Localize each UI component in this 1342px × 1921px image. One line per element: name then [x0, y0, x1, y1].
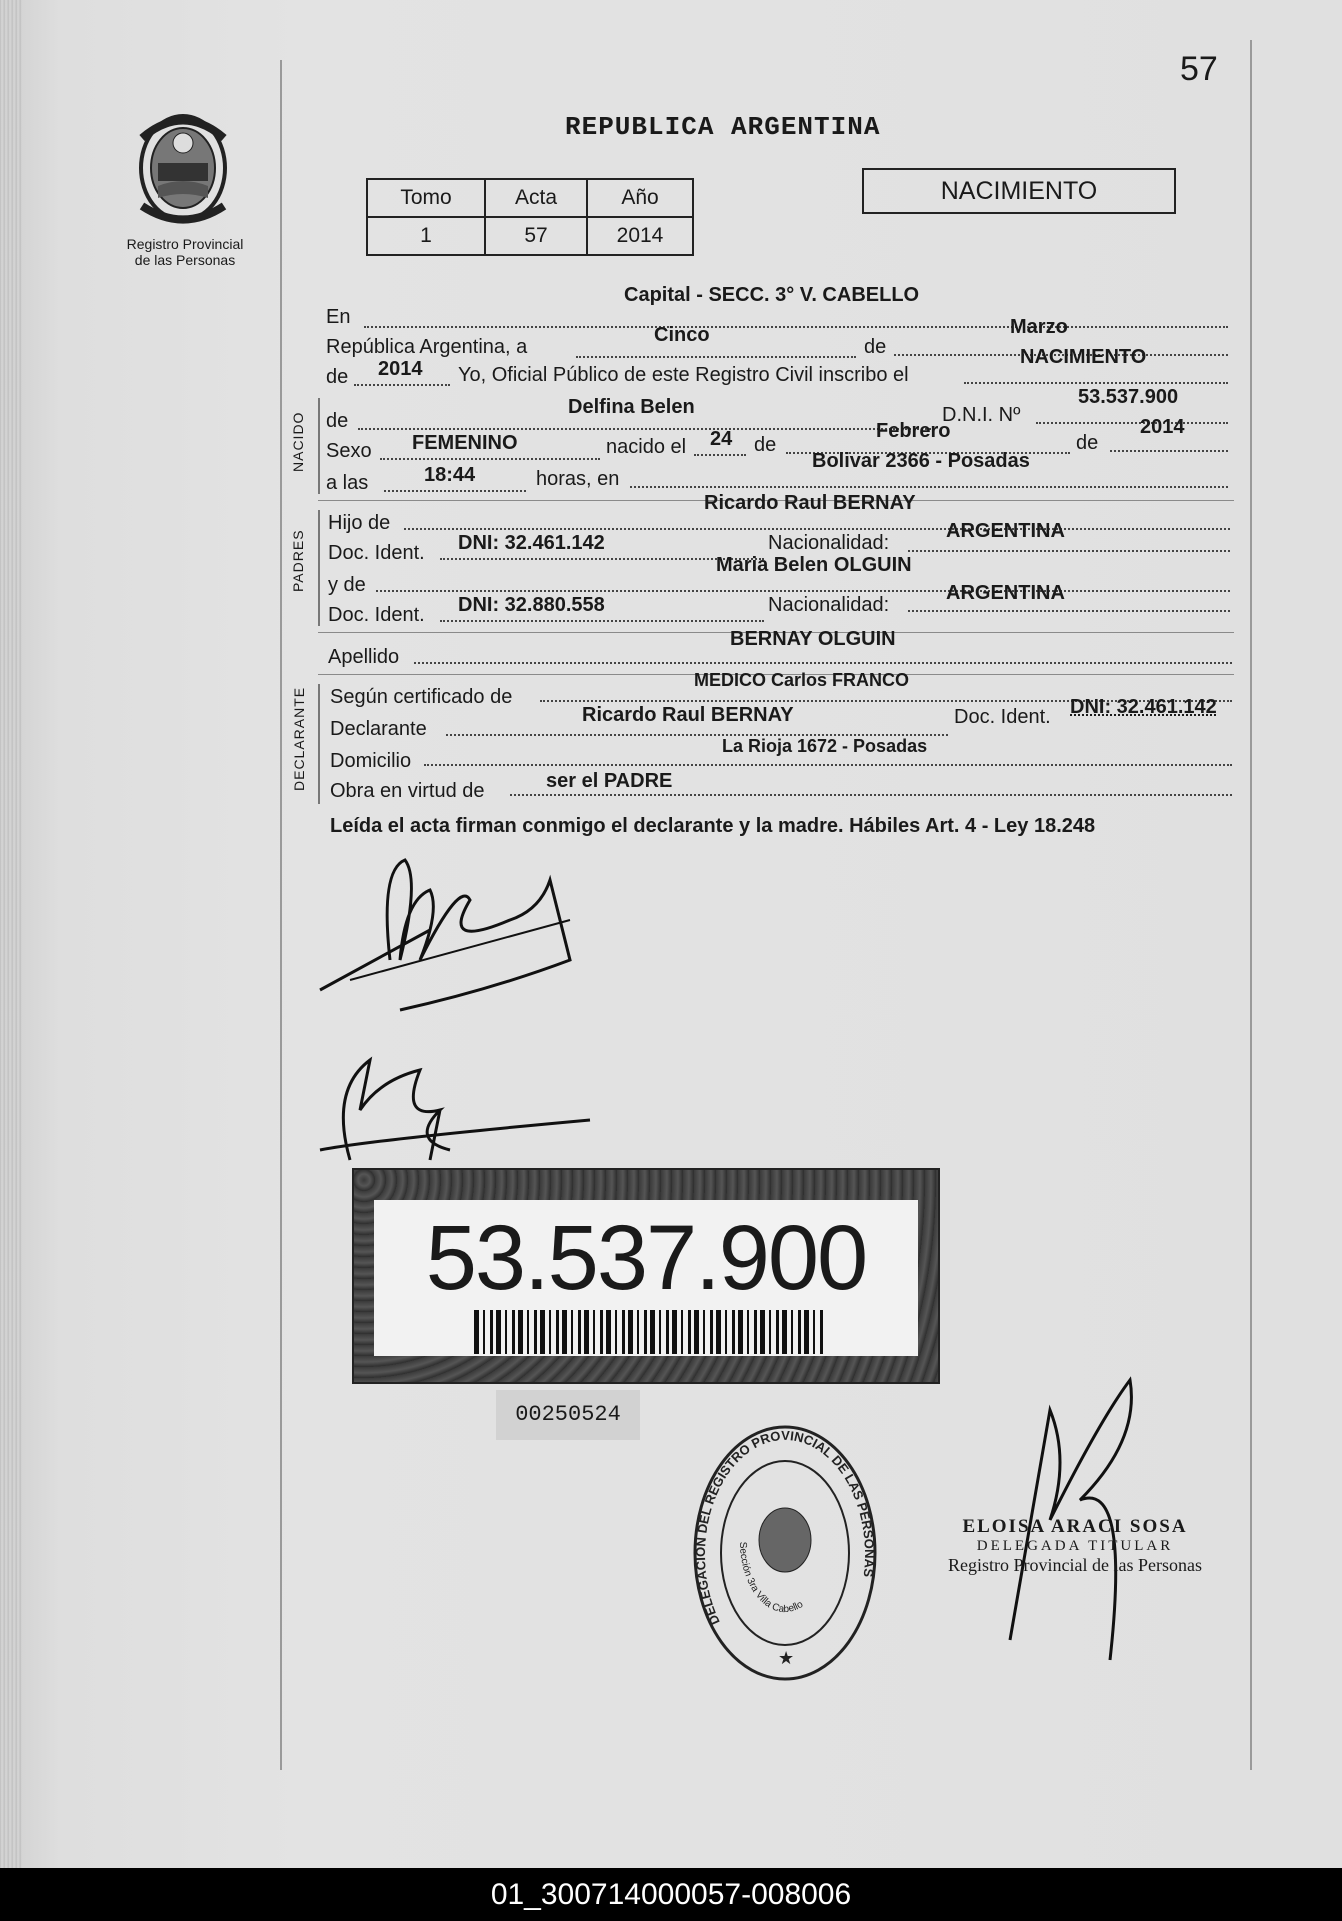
- label-nacionalidad-1: Nacionalidad:: [768, 532, 890, 554]
- section-label-declarante: DECLARANTE: [291, 686, 307, 791]
- value-birth-day: 24: [710, 428, 733, 450]
- label-a-las: a las: [326, 472, 369, 494]
- label-yo-oficial: Yo, Oficial Público de este Registro Civil inscribo el: [458, 364, 909, 386]
- dotline-sex: [380, 458, 600, 460]
- label-doc-ident-1: Doc. Ident.: [328, 542, 425, 564]
- label-hijo-de: Hijo de: [328, 512, 391, 534]
- label-declarante: Declarante: [330, 718, 427, 740]
- label-republica: República Argentina, a: [326, 336, 528, 358]
- dotline-mother: [376, 590, 1230, 592]
- value-father-name: Ricardo Raul BERNAY: [704, 492, 916, 514]
- stamp-star-icon: ★: [778, 1648, 795, 1668]
- label-doc-ident-3: Doc. Ident.: [954, 706, 1051, 728]
- reference-value-row: [367, 217, 693, 255]
- left-margin-line: [280, 60, 282, 1770]
- ref-header-ano: Año: [587, 179, 693, 217]
- ref-value-acta: 57: [485, 217, 587, 255]
- label-segun-cert: Según certificado de: [330, 686, 513, 708]
- ref-value-ano: 2014: [587, 217, 693, 255]
- dotline-surname: [414, 662, 1232, 664]
- label-nacionalidad-2: Nacionalidad:: [768, 594, 890, 616]
- value-father-doc: DNI: 32.461.142: [458, 532, 605, 554]
- value-declarant-doc: DNI: 32.461.142: [1070, 696, 1217, 718]
- dotline-day: [576, 356, 856, 358]
- barcode: [474, 1310, 824, 1354]
- label-y-de: y de: [328, 574, 366, 596]
- label-obra: Obra en virtud de: [330, 780, 485, 802]
- dotline-father: [404, 528, 1230, 530]
- id-number: 53.537.900: [425, 1207, 867, 1309]
- label-horas-en: horas, en: [536, 468, 620, 490]
- value-month-text: Marzo: [1010, 316, 1068, 338]
- label-dni: D.N.I. Nº: [942, 404, 1021, 426]
- reference-header-row: [367, 179, 693, 217]
- value-father-nationality: ARGENTINA: [946, 520, 1065, 542]
- ref-value-tomo: 1: [367, 217, 485, 255]
- value-surname: BERNAY OLGUIN: [730, 628, 896, 650]
- sticker-serial: 00250524: [496, 1390, 640, 1440]
- value-mother-nationality: ARGENTINA: [946, 582, 1065, 604]
- label-de-year: de: [1076, 432, 1099, 454]
- section-bar-padres: [318, 510, 320, 626]
- value-birth-time: 18:44: [424, 464, 476, 486]
- label-de-year-pre: de: [326, 366, 349, 388]
- officer-name: ELOISA ARACI SOSA: [962, 1516, 1188, 1537]
- value-child-dni: 53.537.900: [1078, 386, 1179, 408]
- registry-caption: [112, 236, 258, 268]
- section-label-padres: PADRES: [290, 529, 306, 592]
- dotline-father-nat: [908, 550, 1230, 552]
- value-year: 2014: [378, 358, 423, 380]
- dotline-time: [384, 490, 526, 492]
- officer-title: DELEGADA TITULAR: [976, 1538, 1174, 1554]
- id-sticker: [352, 1168, 940, 1384]
- section-label-nacido: NACIDO: [290, 411, 306, 472]
- country-title: REPUBLICA ARGENTINA: [565, 112, 881, 142]
- ref-header-acta: Acta: [485, 179, 587, 217]
- registry-caption-line-2: de las Personas: [134, 252, 236, 268]
- dotline-address: [424, 764, 1232, 766]
- dotline-mother-nat: [908, 610, 1230, 612]
- value-act-type: NACIMIENTO: [1020, 346, 1147, 368]
- dotline-place: [364, 326, 1228, 328]
- file-id-footer: 01_300714000057-008006: [0, 1868, 1342, 1921]
- dotline-birth-day: [694, 454, 746, 456]
- registry-caption-line-1: Registro Provincial: [126, 236, 244, 252]
- label-en: En: [326, 306, 351, 328]
- label-de-name: de: [326, 410, 349, 432]
- value-declarant: Ricardo Raul BERNAY: [582, 704, 794, 726]
- officer-block: [930, 1516, 1220, 1576]
- stamp-outer-text: DELEGACION DEL REGISTRO PROVINCIAL DE LAS PERSONAS: [692, 1427, 878, 1628]
- value-certificate: MEDICO Carlos FRANCO: [694, 670, 910, 690]
- registry-stamp: [690, 1422, 880, 1684]
- label-de-day: de: [754, 434, 777, 456]
- section-bar-declarante: [318, 684, 320, 804]
- dotline-dni: [1036, 422, 1228, 424]
- label-apellido: Apellido: [328, 646, 400, 668]
- page-number: 57: [1180, 50, 1218, 88]
- value-mother-name: Maria Belen OLGUIN: [716, 554, 912, 576]
- ref-header-tomo: Tomo: [367, 179, 485, 217]
- dotline-act-type: [964, 382, 1228, 384]
- dotline-acts-as: [510, 794, 1232, 796]
- label-sexo: Sexo: [326, 440, 372, 462]
- mother-signature: [310, 1050, 600, 1180]
- dotline-child-name: [358, 428, 934, 430]
- dotline-birth-place: [630, 486, 1228, 488]
- value-day-text: Cinco: [654, 324, 710, 346]
- value-address: La Rioja 1672 - Posadas: [722, 736, 928, 756]
- province-emblem: [128, 108, 238, 233]
- reference-table: [366, 178, 694, 256]
- officer-signature: [990, 1360, 1160, 1670]
- value-child-name: Delfina Belen: [568, 396, 695, 418]
- value-place: Capital - SECC. 3° V. CABELLO: [624, 284, 920, 306]
- declarant-signature: [310, 840, 590, 1020]
- officer-org: Registro Provincial de las Personas: [948, 1555, 1202, 1575]
- label-domicilio: Domicilio: [330, 750, 412, 772]
- label-doc-ident-2: Doc. Ident.: [328, 604, 425, 626]
- section-bar-nacido: [318, 398, 320, 494]
- label-nacido-el: nacido el: [606, 436, 687, 458]
- value-birth-place: Bolivar 2366 - Posadas: [812, 450, 1030, 472]
- closing-statement: Leída el acta firman conmigo el declarante y la madre. Hábiles Art. 4 - Ley 18.248: [330, 815, 1096, 837]
- stamp-inner-text: Sección 3ra Villa Cabello: [736, 1541, 806, 1616]
- value-acts-as: ser el PADRE: [546, 770, 673, 792]
- value-mother-doc: DNI: 32.880.558: [458, 594, 605, 616]
- value-sex: FEMENINO: [412, 432, 518, 454]
- dotline-year: [354, 384, 450, 386]
- value-birth-month: Febrero: [876, 420, 951, 442]
- record-type-box: NACIMIENTO: [862, 168, 1176, 214]
- dotline-birth-year: [1110, 450, 1228, 452]
- right-margin-line: [1250, 40, 1252, 1770]
- label-de-month: de: [864, 336, 887, 358]
- value-birth-year: 2014: [1140, 416, 1185, 438]
- dotline-mother-doc: [440, 620, 764, 622]
- id-sticker-inner: [374, 1200, 918, 1356]
